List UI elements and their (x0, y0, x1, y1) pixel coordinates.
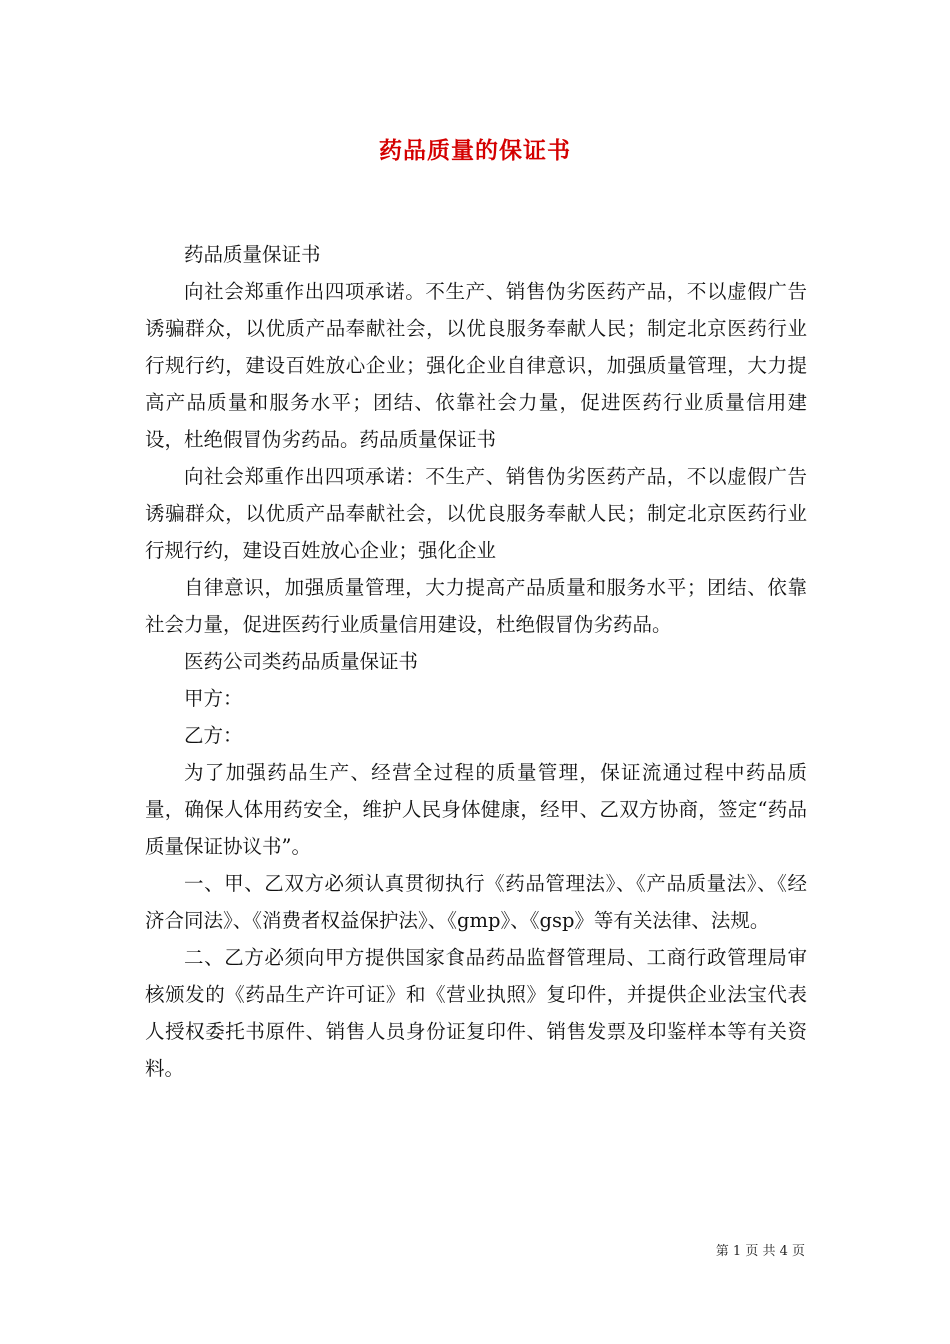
document-title: 药品质量的保证书 (379, 137, 571, 164)
paragraph-heading-1: 药品质量保证书 (184, 243, 321, 266)
paragraph-purpose: 为了加强药品生产、经营全过程的质量管理，保证流通过程中药品质量，确保人体用药安全，维护人民身体健康，经甲、乙双方协商，签定“药品质量保证协议书”。 (145, 761, 807, 858)
paragraph-heading-2: 医药公司类药品质量保证书 (184, 650, 419, 673)
paragraph-pledge-2: 向社会郑重作出四项承诺：不生产、销售伪劣医药产品，不以虚假广告诱骗群众，以优质产品奉献社会，以优良服务奉献人民；制定北京医药行业行规行约，建设百姓放心企业；强化企业 (145, 465, 807, 562)
party-a-line: 甲方： (184, 687, 243, 710)
document-body (145, 236, 807, 1087)
page-number: 第 1 页 共 4 页 (715, 1244, 805, 1259)
paragraph-pledge-2-cont: 自律意识，加强质量管理，大力提高产品质量和服务水平；团结、依靠社会力量，促进医药行业质量信用建设，杜绝假冒伪劣药品。 (145, 576, 807, 636)
clause-2: 二、乙方必须向甲方提供国家食品药品监督管理局、工商行政管理局审核颁发的《药品生产许可证》和《营业执照》复印件，并提供企业法宝代表人授权委托书原件、销售人员身份证复印件、销售发票及印鉴样本等有关资料。 (145, 946, 807, 1080)
party-b-line: 乙方： (184, 724, 243, 747)
paragraph-pledge-1: 向社会郑重作出四项承诺。不生产、销售伪劣医药产品，不以虚假广告诱骗群众，以优质产品奉献社会，以优良服务奉献人民；制定北京医药行业行规行约，建设百姓放心企业；强化企业自律意识，加强质量管理，大力提高产品质量和服务水平；团结、依靠社会力量，促进医药行业质量信用建设，杜绝假冒伪劣药品。药品质量保证书 (145, 280, 807, 451)
clause-1: 一、甲、乙双方必须认真贯彻执行《药品管理法》、《产品质量法》、《经济合同法》、《消费者权益保护法》、《gmp》、《gsp》等有关法律、法规。 (145, 872, 807, 932)
